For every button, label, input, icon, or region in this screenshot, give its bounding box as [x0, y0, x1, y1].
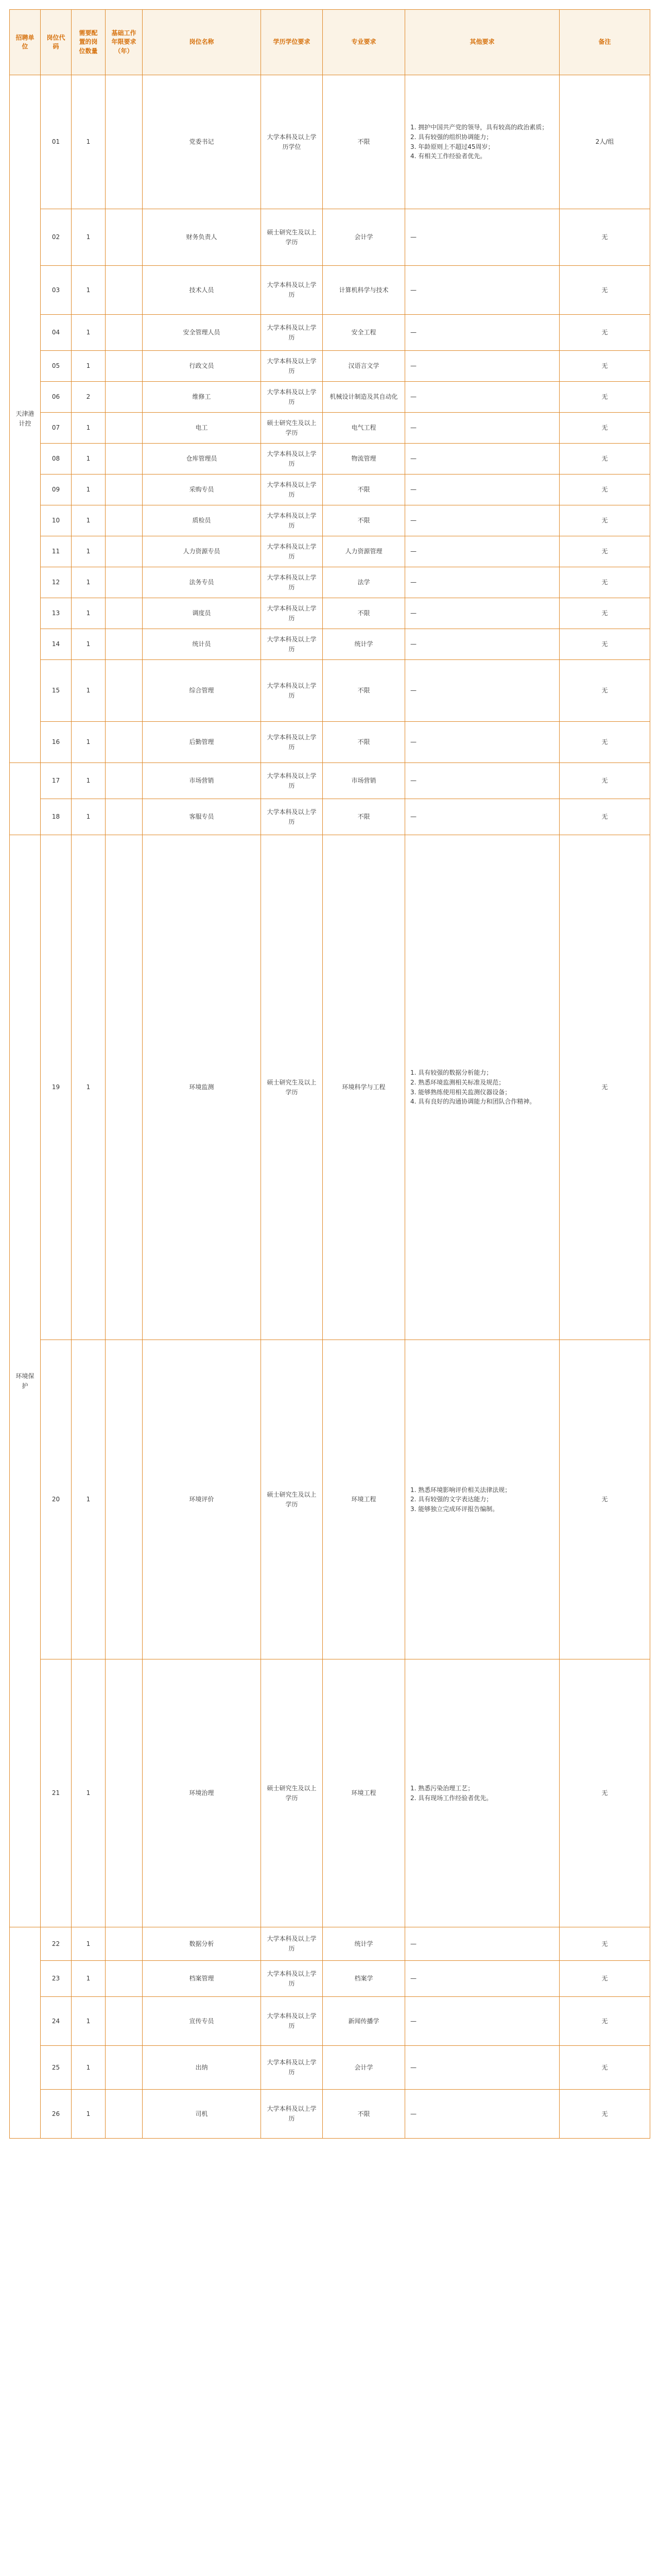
cell-note: 无	[560, 413, 650, 444]
cell-edu: 大学本科及以上学历学位	[261, 75, 323, 209]
cell-years	[106, 1997, 143, 2046]
table-row	[10, 505, 650, 536]
cell-name: 环境评价	[143, 1340, 261, 1659]
cell-edu: 大学本科及以上学历	[261, 382, 323, 413]
cell-other: —	[405, 2090, 560, 2139]
cell-note: 无	[560, 763, 650, 799]
cell-years	[106, 799, 143, 835]
cell-edu: 大学本科及以上学历	[261, 763, 323, 799]
cell-code: 22	[41, 1927, 72, 1961]
cell-edu: 大学本科及以上学历	[261, 660, 323, 722]
cell-major: 不限	[323, 722, 405, 763]
cell-name: 后勤管理	[143, 722, 261, 763]
cell-other: —	[405, 2046, 560, 2090]
table-row	[10, 315, 650, 351]
cell-note: 无	[560, 660, 650, 722]
cell-count: 1	[72, 722, 106, 763]
cell-name: 技术人员	[143, 266, 261, 315]
cell-code: 05	[41, 351, 72, 382]
cell-other: 1. 熟悉污染治理工艺； 2. 具有现场工作经验者优先。	[405, 1659, 560, 1927]
cell-years	[106, 382, 143, 413]
cell-note: 无	[560, 835, 650, 1340]
cell-years	[106, 1961, 143, 1997]
cell-major: 市场营销	[323, 763, 405, 799]
cell-note: 无	[560, 1997, 650, 2046]
cell-name: 财务负责人	[143, 209, 261, 266]
cell-name: 司机	[143, 2090, 261, 2139]
cell-edu: 大学本科及以上学历	[261, 1927, 323, 1961]
cell-edu: 大学本科及以上学历	[261, 474, 323, 505]
cell-other: —	[405, 382, 560, 413]
cell-unit: 天津港计控	[10, 75, 41, 763]
cell-other: 1. 熟悉环境影响评价相关法律法规； 2. 具有较强的文字表达能力； 3. 能够独立完成环评报告编制。	[405, 1340, 560, 1659]
table-row	[10, 266, 650, 315]
cell-years	[106, 722, 143, 763]
cell-count: 1	[72, 266, 106, 315]
cell-years	[106, 266, 143, 315]
cell-edu: 大学本科及以上学历	[261, 315, 323, 351]
cell-name: 市场营销	[143, 763, 261, 799]
cell-years	[106, 315, 143, 351]
cell-unit: 环境保护	[10, 835, 41, 1927]
table-row	[10, 413, 650, 444]
table-body	[10, 75, 650, 2139]
cell-other: —	[405, 1961, 560, 1997]
cell-code: 14	[41, 629, 72, 660]
cell-years	[106, 835, 143, 1340]
cell-note: 无	[560, 505, 650, 536]
cell-years	[106, 505, 143, 536]
cell-code: 11	[41, 536, 72, 567]
cell-name: 宣传专员	[143, 1997, 261, 2046]
table-row	[10, 536, 650, 567]
cell-count: 1	[72, 1997, 106, 2046]
cell-note: 无	[560, 2046, 650, 2090]
cell-code: 01	[41, 75, 72, 209]
table-row	[10, 1659, 650, 1927]
table-row	[10, 2090, 650, 2139]
cell-edu: 大学本科及以上学历	[261, 351, 323, 382]
cell-other: —	[405, 536, 560, 567]
cell-years	[106, 536, 143, 567]
table-row	[10, 474, 650, 505]
cell-count: 1	[72, 315, 106, 351]
cell-major: 不限	[323, 474, 405, 505]
cell-edu: 硕士研究生及以上学历	[261, 413, 323, 444]
cell-count: 1	[72, 474, 106, 505]
cell-name: 出纳	[143, 2046, 261, 2090]
cell-edu: 硕士研究生及以上学历	[261, 835, 323, 1340]
cell-major: 不限	[323, 598, 405, 629]
cell-major: 不限	[323, 505, 405, 536]
cell-code: 21	[41, 1659, 72, 1927]
cell-note: 无	[560, 266, 650, 315]
cell-count: 1	[72, 799, 106, 835]
cell-note: 无	[560, 629, 650, 660]
cell-major: 安全工程	[323, 315, 405, 351]
cell-edu: 大学本科及以上学历	[261, 2090, 323, 2139]
cell-note: 无	[560, 1659, 650, 1927]
cell-edu: 大学本科及以上学历	[261, 536, 323, 567]
cell-major: 新闻传播学	[323, 1997, 405, 2046]
cell-code: 15	[41, 660, 72, 722]
cell-name: 档案管理	[143, 1961, 261, 1997]
cell-edu: 大学本科及以上学历	[261, 722, 323, 763]
cell-count: 1	[72, 1659, 106, 1927]
cell-count: 1	[72, 567, 106, 598]
cell-other: —	[405, 763, 560, 799]
cell-name: 仓库管理员	[143, 444, 261, 474]
table-row	[10, 1340, 650, 1659]
cell-years	[106, 413, 143, 444]
cell-note: 无	[560, 722, 650, 763]
cell-years	[106, 598, 143, 629]
cell-years	[106, 629, 143, 660]
cell-code: 20	[41, 1340, 72, 1659]
cell-note: 无	[560, 351, 650, 382]
cell-major: 环境科学与工程	[323, 835, 405, 1340]
cell-years	[106, 209, 143, 266]
table-row	[10, 1927, 650, 1961]
cell-code: 18	[41, 799, 72, 835]
cell-count: 1	[72, 835, 106, 1340]
cell-code: 03	[41, 266, 72, 315]
cell-code: 25	[41, 2046, 72, 2090]
cell-code: 24	[41, 1997, 72, 2046]
cell-count: 1	[72, 763, 106, 799]
table-row	[10, 1997, 650, 2046]
cell-note: 无	[560, 1927, 650, 1961]
cell-edu: 大学本科及以上学历	[261, 1961, 323, 1997]
cell-years	[106, 444, 143, 474]
cell-count: 1	[72, 1961, 106, 1997]
cell-major: 会计学	[323, 209, 405, 266]
cell-edu: 大学本科及以上学历	[261, 1997, 323, 2046]
cell-name: 法务专员	[143, 567, 261, 598]
cell-major: 电气工程	[323, 413, 405, 444]
table-row	[10, 2046, 650, 2090]
cell-code: 26	[41, 2090, 72, 2139]
cell-name: 党委书记	[143, 75, 261, 209]
table-row	[10, 763, 650, 799]
cell-major: 汉语言文学	[323, 351, 405, 382]
cell-code: 08	[41, 444, 72, 474]
cell-code: 02	[41, 209, 72, 266]
cell-name: 安全管理人员	[143, 315, 261, 351]
cell-major: 法学	[323, 567, 405, 598]
cell-count: 1	[72, 2046, 106, 2090]
cell-years	[106, 1340, 143, 1659]
cell-edu: 大学本科及以上学历	[261, 505, 323, 536]
table-row	[10, 799, 650, 835]
recruitment-table	[9, 9, 650, 2139]
cell-note: 无	[560, 2090, 650, 2139]
cell-note: 无	[560, 1340, 650, 1659]
cell-code: 10	[41, 505, 72, 536]
cell-major: 会计学	[323, 2046, 405, 2090]
cell-name: 电工	[143, 413, 261, 444]
table-row	[10, 382, 650, 413]
cell-other: —	[405, 1927, 560, 1961]
cell-other: 1. 具有较强的数据分析能力； 2. 熟悉环境监测相关标准及规范； 3. 能够熟练使用相关监测仪器设备； 4. 具有良好的沟通协调能力和团队合作精神。	[405, 835, 560, 1340]
table-row	[10, 209, 650, 266]
cell-name: 数据分析	[143, 1927, 261, 1961]
table-row	[10, 598, 650, 629]
cell-other: —	[405, 629, 560, 660]
cell-major: 不限	[323, 2090, 405, 2139]
cell-name: 统计员	[143, 629, 261, 660]
cell-count: 1	[72, 75, 106, 209]
cell-other: —	[405, 413, 560, 444]
header-years: 基础工作年限要求（年）	[106, 10, 143, 75]
cell-note: 无	[560, 474, 650, 505]
cell-other: —	[405, 505, 560, 536]
header-edu: 学历学位要求	[261, 10, 323, 75]
table-row	[10, 75, 650, 209]
cell-code: 09	[41, 474, 72, 505]
table-row	[10, 629, 650, 660]
table-row	[10, 835, 650, 1340]
cell-code: 06	[41, 382, 72, 413]
cell-count: 1	[72, 351, 106, 382]
cell-note: 无	[560, 598, 650, 629]
cell-note: 无	[560, 799, 650, 835]
cell-years	[106, 2046, 143, 2090]
cell-other: —	[405, 567, 560, 598]
cell-count: 1	[72, 209, 106, 266]
cell-name: 采购专员	[143, 474, 261, 505]
cell-count: 1	[72, 598, 106, 629]
cell-count: 1	[72, 505, 106, 536]
cell-note: 2人/组	[560, 75, 650, 209]
cell-name: 维修工	[143, 382, 261, 413]
cell-name: 客服专员	[143, 799, 261, 835]
header-unit: 招聘单位	[10, 10, 41, 75]
table-row	[10, 444, 650, 474]
cell-note: 无	[560, 315, 650, 351]
cell-note: 无	[560, 1961, 650, 1997]
cell-edu: 硕士研究生及以上学历	[261, 1340, 323, 1659]
cell-years	[106, 351, 143, 382]
cell-code: 04	[41, 315, 72, 351]
cell-count: 1	[72, 1927, 106, 1961]
cell-unit	[10, 763, 41, 835]
cell-years	[106, 763, 143, 799]
cell-edu: 大学本科及以上学历	[261, 567, 323, 598]
cell-edu: 大学本科及以上学历	[261, 266, 323, 315]
cell-note: 无	[560, 444, 650, 474]
cell-years	[106, 567, 143, 598]
table-row	[10, 722, 650, 763]
cell-edu: 硕士研究生及以上学历	[261, 1659, 323, 1927]
cell-note: 无	[560, 567, 650, 598]
cell-years	[106, 2090, 143, 2139]
cell-code: 12	[41, 567, 72, 598]
cell-major: 档案学	[323, 1961, 405, 1997]
cell-edu: 大学本科及以上学历	[261, 799, 323, 835]
cell-name: 综合管理	[143, 660, 261, 722]
cell-name: 人力资源专员	[143, 536, 261, 567]
cell-count: 1	[72, 2090, 106, 2139]
cell-years	[106, 75, 143, 209]
cell-name: 环境治理	[143, 1659, 261, 1927]
cell-code: 16	[41, 722, 72, 763]
cell-major: 不限	[323, 660, 405, 722]
cell-count: 1	[72, 536, 106, 567]
cell-edu: 大学本科及以上学历	[261, 2046, 323, 2090]
header-note: 备注	[560, 10, 650, 75]
cell-edu: 硕士研究生及以上学历	[261, 209, 323, 266]
cell-major: 计算机科学与技术	[323, 266, 405, 315]
cell-name: 调度员	[143, 598, 261, 629]
cell-note: 无	[560, 382, 650, 413]
cell-other: —	[405, 799, 560, 835]
cell-major: 统计学	[323, 629, 405, 660]
cell-code: 23	[41, 1961, 72, 1997]
table-header-row	[10, 10, 650, 75]
header-name: 岗位名称	[143, 10, 261, 75]
cell-other: —	[405, 209, 560, 266]
cell-count: 2	[72, 382, 106, 413]
table-row	[10, 351, 650, 382]
cell-other: —	[405, 315, 560, 351]
cell-other: —	[405, 1997, 560, 2046]
cell-major: 不限	[323, 75, 405, 209]
cell-unit	[10, 1927, 41, 2139]
cell-major: 环境工程	[323, 1659, 405, 1927]
cell-count: 1	[72, 629, 106, 660]
cell-years	[106, 474, 143, 505]
cell-name: 环境监测	[143, 835, 261, 1340]
cell-count: 1	[72, 660, 106, 722]
cell-years	[106, 1659, 143, 1927]
cell-other: —	[405, 474, 560, 505]
cell-note: 无	[560, 209, 650, 266]
cell-count: 1	[72, 444, 106, 474]
cell-edu: 大学本科及以上学历	[261, 629, 323, 660]
cell-code: 07	[41, 413, 72, 444]
cell-other: —	[405, 351, 560, 382]
header-count: 需要配置的岗位数量	[72, 10, 106, 75]
cell-major: 统计学	[323, 1927, 405, 1961]
cell-edu: 大学本科及以上学历	[261, 598, 323, 629]
cell-code: 19	[41, 835, 72, 1340]
table-row	[10, 660, 650, 722]
cell-major: 人力资源管理	[323, 536, 405, 567]
cell-name: 质检员	[143, 505, 261, 536]
cell-other: —	[405, 444, 560, 474]
cell-code: 17	[41, 763, 72, 799]
cell-note: 无	[560, 536, 650, 567]
cell-other: —	[405, 722, 560, 763]
cell-other: —	[405, 660, 560, 722]
cell-years	[106, 660, 143, 722]
cell-count: 1	[72, 413, 106, 444]
cell-major: 环境工程	[323, 1340, 405, 1659]
header-code: 岗位代码	[41, 10, 72, 75]
cell-edu: 大学本科及以上学历	[261, 444, 323, 474]
cell-count: 1	[72, 1340, 106, 1659]
header-other: 其他要求	[405, 10, 560, 75]
cell-major: 物流管理	[323, 444, 405, 474]
cell-other: —	[405, 266, 560, 315]
table-row	[10, 1961, 650, 1997]
cell-name: 行政文员	[143, 351, 261, 382]
cell-other: 1. 拥护中国共产党的领导，具有较高的政治素质； 2. 具有较强的组织协调能力； 3. 年龄原则上不超过45周岁； 4. 有相关工作经验者优先。	[405, 75, 560, 209]
header-major: 专业要求	[323, 10, 405, 75]
cell-other: —	[405, 598, 560, 629]
cell-years	[106, 1927, 143, 1961]
table-row	[10, 567, 650, 598]
cell-major: 不限	[323, 799, 405, 835]
cell-code: 13	[41, 598, 72, 629]
cell-major: 机械设计制造及其自动化	[323, 382, 405, 413]
